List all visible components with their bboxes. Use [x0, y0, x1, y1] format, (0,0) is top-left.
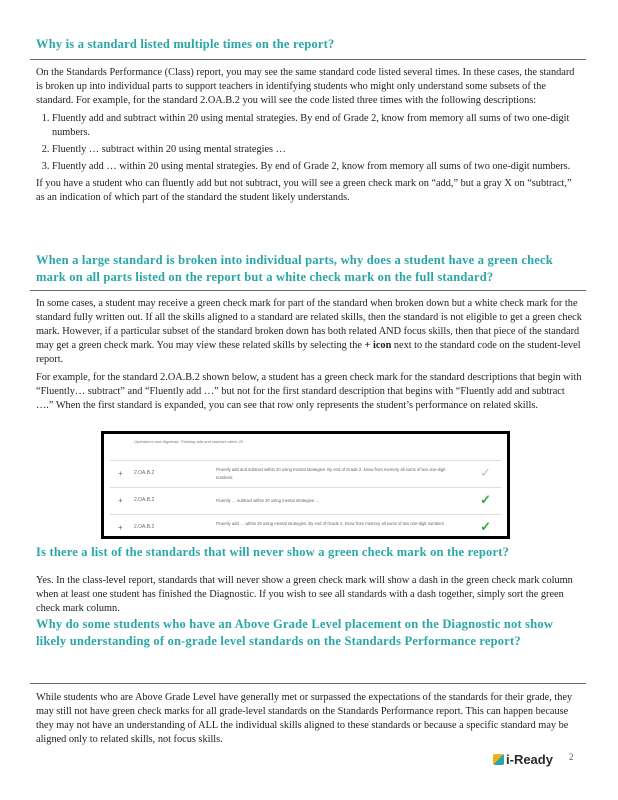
- divider: [30, 59, 586, 60]
- descriptions-list: [36, 112, 582, 174]
- paragraph: On the Standards Performance (Class) report, you may see the same standard code listed several times. In these cases, the standard is broken up into individual parts to support teachers in identifying students who might only understand some subsets of the standard. For example, for the standard 2.OA.B.2 you will see the code listed three times with the following descriptions:: [36, 67, 575, 106]
- section-heading-3: Is there a list of the standards that will never show a green check mark on the report?: [36, 545, 510, 559]
- table-row: [110, 514, 501, 537]
- section-heading-1: Why is a standard listed multiple times on the report?: [36, 37, 335, 51]
- paragraph: For example, for the standard 2.OA.B.2 shown below, a student has a green check mark for the standard descriptions that begin with “Fluently… subtract” and “Fluently add …” but not for the first standard description that begins with “Fluently add and subtract ….” When the first standard is expanded, you can see that row only represents the student’s performance on related skills.: [36, 372, 582, 411]
- list-item: 2. Fluently … subtract within 20 using mental strategies …: [52, 143, 582, 157]
- standard-description: Fluently … subtract within 20 using mental strategies …: [216, 498, 320, 503]
- standard-code: 2.OA.B.2: [134, 470, 155, 476]
- section-body-3: [36, 574, 582, 616]
- table-row: [110, 460, 501, 487]
- iready-logo: i-Ready: [493, 752, 553, 767]
- plus-icon-label: + icon: [364, 340, 392, 351]
- screenshot-header: Operations and Algebraic Thinking add and subtract within 20: [134, 439, 244, 444]
- expand-plus-icon[interactable]: +: [118, 496, 123, 505]
- section-body-4: [36, 691, 582, 747]
- iready-logo-icon: [493, 754, 504, 765]
- expand-plus-icon[interactable]: +: [118, 523, 123, 532]
- list-item: 3. Fluently add … within 20 using mental strategies. By end of Grade 2, know from memory all sums of two one-digit numbers.: [52, 160, 582, 174]
- standard-code: 2.OA.B.2: [134, 497, 155, 503]
- expand-plus-icon[interactable]: +: [118, 469, 123, 478]
- report-screenshot: [101, 431, 510, 539]
- green-check-icon: ✓: [480, 492, 491, 507]
- table-row: [110, 487, 501, 514]
- divider: [30, 683, 586, 684]
- page-number: 2: [569, 752, 574, 762]
- paragraph: Yes. In the class-level report, standards that will never show a green check mark will show a dash in the green check mark column when at least one student has finished the Diagnostic. If you wish to see all standards with a dash together, simply sort the green check mark column.: [36, 575, 573, 614]
- paragraph: In some cases, a student may receive a green check mark for part of the standard when broken down but a white check mark for the standard fully written out. If all the skills aligned to a standard are related skills, then the standard is not eligible to get a green check mark. However, if a particular subset of the standard broken down has both related AND focus skills, then that piece of the standard may get a green check mark. You may view these related skills by selecting the + icon next to the standard code on the student-level report.: [36, 298, 582, 365]
- green-check-icon: ✓: [480, 519, 491, 534]
- section-heading-2: When a large standard is broken into individual parts, why does a student have a green check mark on all parts listed on the report but a white check mark on the full standard?: [36, 253, 553, 284]
- standard-description: Fluently add … within 20 using mental strategies. By end of Grade 2, know from memory all sums of two one-digit numbers.: [216, 521, 446, 526]
- section-heading-4: Why do some students who have an Above Grade Level placement on the Diagnostic not show likely understanding of on-grade level standards on the Standards Performance report?: [36, 617, 554, 648]
- white-check-icon: ✓: [480, 465, 491, 480]
- divider: [30, 290, 586, 291]
- section-body-2: [36, 297, 582, 413]
- section-body-1: [36, 66, 582, 205]
- paragraph: While students who are Above Grade Level have generally met or surpassed the expectations of the standards for their grade, they may still not have green check marks for all grade-level standards on the Standards Performance report. This can happen because they may not have an understanding of ALL the individual skills aligned to these standards or because a specific standard may be aligned only to related skills, not focus skills.: [36, 692, 573, 745]
- standard-code: 2.OA.B.2: [134, 524, 155, 530]
- paragraph: If you have a student who can fluently add but not subtract, you will see a green check mark on “add,” but a gray X on “subtract,” as an indication of which part of the standard the student likely understands.: [36, 178, 572, 203]
- standard-description: Fluently add and subtract within 20 using mental strategies. By end of Grade 2, know from memory all sums of two one-digit numbers.: [216, 467, 446, 480]
- list-item: 1. Fluently add and subtract within 20 using mental strategies. By end of Grade 2, know from memory all sums of two one-digit numbers.: [52, 112, 582, 140]
